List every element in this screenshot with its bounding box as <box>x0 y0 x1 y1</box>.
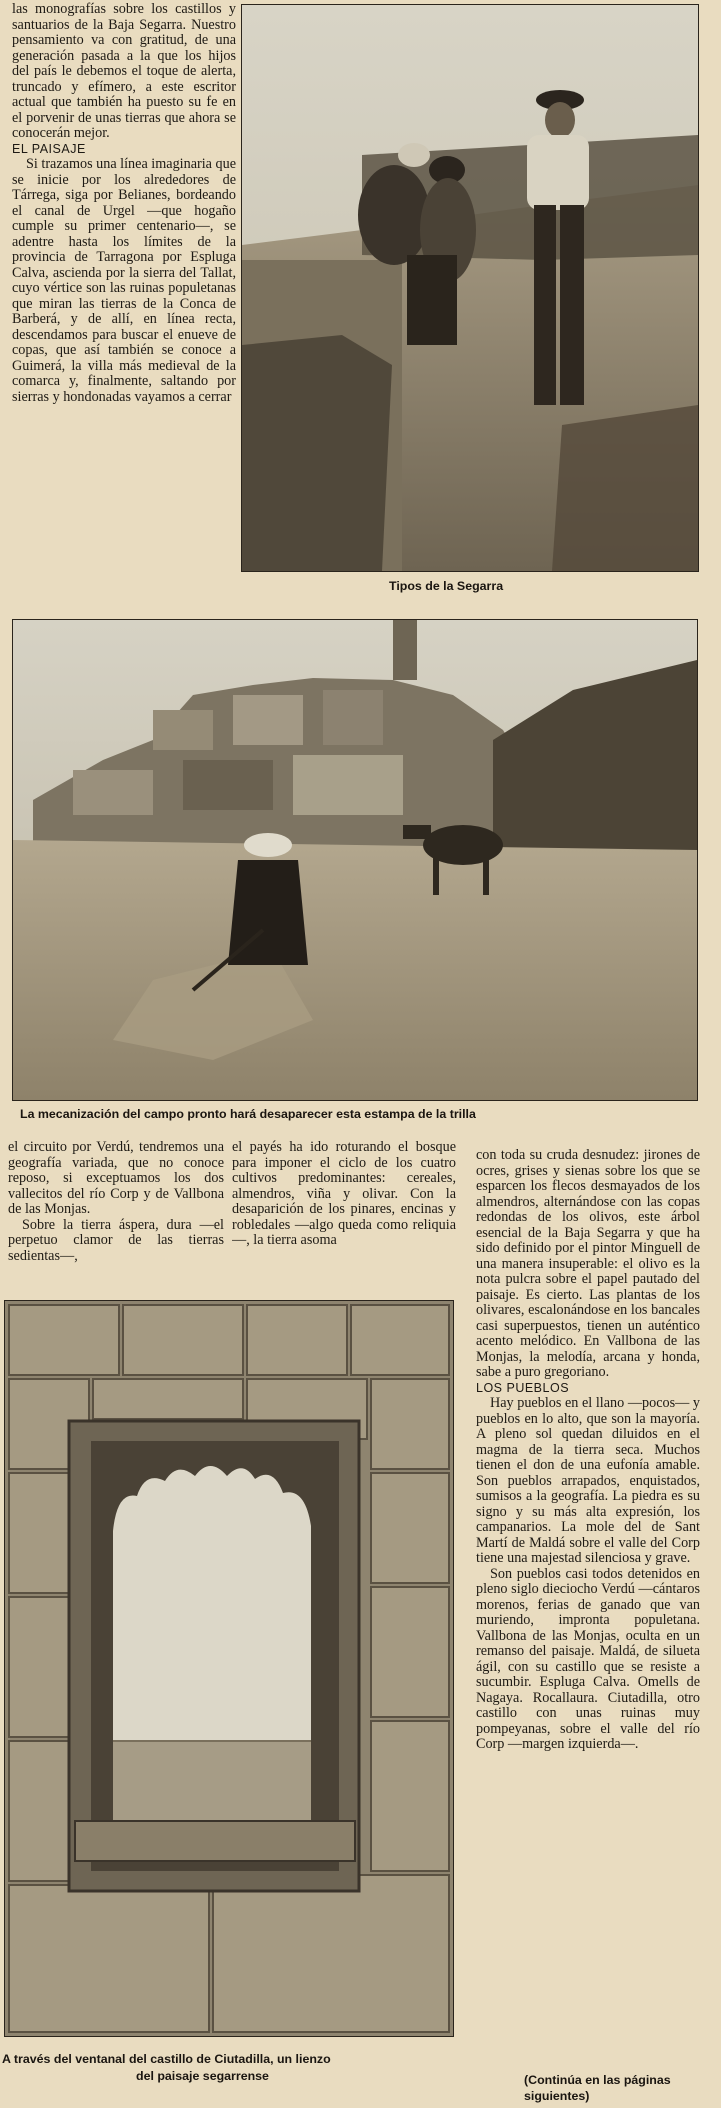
cultivos-column <box>232 1140 456 1290</box>
photo-ventanal-ciutadilla <box>4 1300 454 2037</box>
geografia-column <box>8 1140 224 1290</box>
section-heading-pueblos: LOS PUEBLOS <box>476 1380 570 1395</box>
circuito-paragraph: el circuito por Verdú, tendremos una geografía variada, que no conoce reposo, si exceptuamos los dos vallecitos del río Corp y de Vallbona de las Monjas. <box>8 1140 224 1217</box>
caption-photo1: Tipos de la Segarra <box>389 579 504 593</box>
section-heading-paisaje: EL PAISAJE <box>12 141 86 156</box>
detenidos-paragraph: Son pueblos casi todos detenidos en pleno siglo dieciocho Verdú —cántaros morenos, ferias de ganado que van muriendo, impronta populetana. Vallbona de las Monjas, oculta en un remanso del paisaje. Maldá, de silueta ágil, con su castillo que se resiste a sucumbir. Espluga Calva. Omells de Nagaya. Rocallaura. Ciutadilla, otro castillo con unas ruinas muy pompeyanas, sobre el valle del río Corp —margen izquierda—. <box>476 1565 700 1752</box>
pueblos-column <box>476 1148 700 2078</box>
paisaje-paragraph: Si trazamos una línea imaginaria que se inicie por los alrededores de Tárrega, siga por Belianes, bordeando el canal de Urgel —que hogaño cumple su primer centenario—, se adentre hasta los límites de la provincia de Tarragona por Espluga Calva, ascienda por la sierra del Tallat, cuyo vértice son las ruinas populetanas que miran las tierras de la Conca de Barberá, y de allí, en línea recta, descendamos para buscar el enueve de copas, que así también se conoce a Guimerá, la villa más medieval de la comarca y, finalmente, saltando por sierras y hondonadas vayamos a cerrar <box>12 156 236 405</box>
pueblos-paragraph: Hay pueblos en el llano —pocos— y pueblos en lo alto, que son la mayoría. A pleno sol quedan diluidos en el magma de la tierra seca. Muchos tienen el don de una eufonía amable. Son pueblos arrapados, enquistados, sumisos a la geografía. La piedra es su signo y su más alta expresión, los campanarios. La mole del de Sant Martí de Maldá sobre el valle del Corp tiene una majestad silenciosa y grave. <box>476 1395 700 1566</box>
caption-photo2: La mecanización del campo pronto hará desaparecer esta estampa de la trilla <box>20 1107 476 1121</box>
photo-trilla <box>12 619 698 1101</box>
intro-paragraph: las monografías sobre los castillos y santuarios de la Baja Segarra. Nuestro pensamiento va con gratitud, de una generación pasada a la que los hijos del país le debemos el toque de alerta, truncado y efímero, a este escritor actual que también ha puesto su fe en el porvenir de unas tierras que ahora se conocerán mejor. <box>12 2 236 141</box>
caption-photo3-line1: A través del ventanal del castillo de Ciutadilla, un lienzo <box>2 2052 331 2066</box>
caption-continued: (Continúa en las páginas siguientes) <box>524 2073 671 2103</box>
photo-tipos-segarra <box>241 4 699 572</box>
desnudez-paragraph: con toda su cruda desnudez: jirones de ocres, grises y sienas sobre los que se esparcen los flecos desmayados de los almendros, alternándose con las copas redondas de los olivos, este árbol esencial de la Baja Segarra y que ha sido definido por el pintor Minguell de una manera insuperable: el olivo es la nota pulcra sobre el papel pautado del paisaje. Es cierto. Las plantas de los olivares, escalonándose en los bancales casi superpuestos, tienen un auténtico acento melódico. En Vallbona de las Monjas, la melodía, arcana y honda, sabe a puro gregoriano. <box>476 1148 700 1380</box>
caption-photo3-line2: del paisaje segarrense <box>136 2069 269 2083</box>
tierra-aspera-paragraph: Sobre la tierra áspera, dura —el perpetuo clamor de las tierras sedientas—, <box>8 1216 224 1264</box>
paisaje-column <box>12 2 236 588</box>
payes-paragraph: el payés ha ido roturando el bosque para imponer el ciclo de los cuatro cultivos predominantes: cereales, almendros, viña y olivar. Con la desaparición de los pinares, encinas y robledales —algo queda como reliquia—, la tierra asoma <box>232 1140 456 1248</box>
